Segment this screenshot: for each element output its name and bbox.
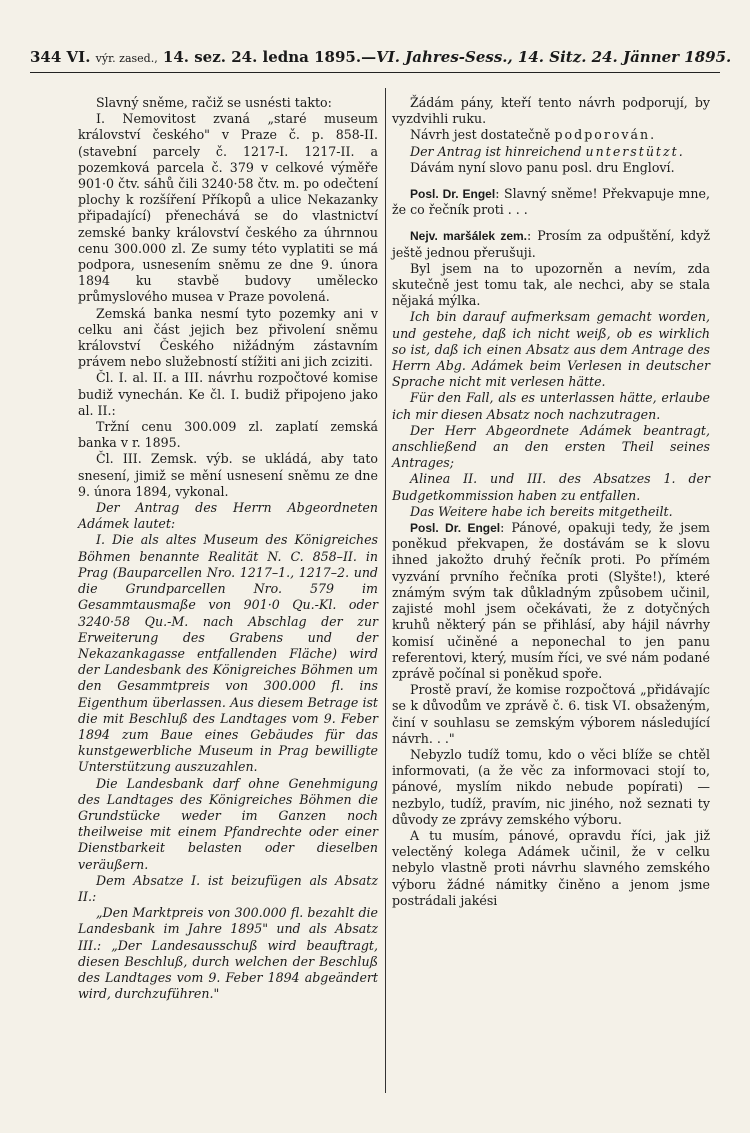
right-paragraph-7: Byl jsem na to upozorněn a nevím, zda skutečně jest tomu tak, ale nechci, aby se stala nějaká mýlka. <box>392 260 710 309</box>
right-paragraph-1: Žádám pány, kteří tento návrh podporují, by vyzdvihli ruku. <box>392 95 710 127</box>
right-paragraph-15: Nebyzlo tudíž tomu, kdo o věci blíže se chtěl informovati, (a že věc za informovaci stojí to, pánové, myslím nikdo nebude popírati) — nezbylo, tudíž, pravím, nic jiného, nož seznati ty důvody ze zprávy zemského výboru. <box>392 746 710 827</box>
column-divider <box>385 88 386 1093</box>
right-paragraph-5 <box>392 186 710 218</box>
header-dash: — <box>361 48 377 66</box>
right-p13-text: : Pánové, opakuji tedy, že jsem poněkud překvapen, že dostávám se k slovu ihned jakožto druhý řečník proti. Po přímém vyzvání prvního řečníka proti (Slyšte!), které známým svým tak důkladným způsobem učinil, zajisté mohl jsem očekávati, že z dotyčných kruhů některý pán se přihlásí, aby hájil návrhy komisí učiněné a neponechal to jen panu referentovi, který, musím říci, ve své nám podané zprávě počínal si poněkud spoře. <box>392 520 710 681</box>
right-paragraph-9: Für den Fall, als es unterlassen hätte, erlaube ich mir diesen Absatz noch nachzutragen. <box>392 390 710 422</box>
right-column <box>392 95 710 909</box>
right-paragraph-4: Dávám nyní slovo panu posl. dru Engloví. <box>410 159 675 175</box>
right-p5-text: : Slavný sněme! Překvapuje mne, že co řečník proti . . . <box>392 186 710 218</box>
left-paragraph-6: Čl. III. Zemsk. výb. se ukládá, aby tato snesení, jimiž se mění usnesení sněmu ze dne 9. února 1894, vykonal. <box>78 451 378 499</box>
left-paragraph-3: Zemská banka nesmí tyto pozemky ani v celku ani část jejich bez přivolení sněmu království Českého nižádným zástavním právem nebo služebností stížiti ani jich zciziti. <box>78 305 378 370</box>
right-paragraph-12: Das Weitere habe ich bereits mitgetheilt. <box>410 503 673 519</box>
right-paragraph-2 <box>392 127 710 143</box>
header-rule <box>30 72 720 73</box>
left-paragraph-4: Čl. I. al. II. a III. návrhu rozpočtové komise budiž vynechán. Ke čl. I. budiž připojeno jako al. II.: <box>78 370 378 418</box>
left-paragraph-10: Dem Absatze I. ist beizufügen als Absatz II.: <box>78 872 378 904</box>
right-paragraph-11: Alinea II. und III. des Absatzes 1. der Budgetkommission haben zu entfallen. <box>392 471 710 503</box>
header-cz-date: 14. sez. 24. ledna 1895. <box>162 48 362 66</box>
right-p2-text: Návrh jest dostatečně <box>410 127 555 143</box>
right-paragraph-13 <box>392 520 710 682</box>
left-paragraph-9: Die Landesbank darf ohne Genehmigung des Landtages des Königreiches Böhmen die Grundstücke weder im Ganzen noch theilweise mit einem Pfandrechte oder einer Dienstbarkeit belasten oder dieselben veräußern. <box>78 775 378 872</box>
left-paragraph-11: „Den Marktpreis von 300.000 fl. bezahlt die Landesbank im Jahre 1895" und als Absatz III.: „Der Landesausschuß wird beauftragt, diesen Beschluß, durch welchen der Beschluß des Landtages vom 9. Feber 1894 abgeändert wird, durchzuführen." <box>78 905 378 1002</box>
header-czech <box>30 48 361 66</box>
right-paragraph-3 <box>392 144 710 160</box>
speaker-marshal: Nejv. maršálek zem. <box>410 229 528 244</box>
right-p3-spaced: unterstützt. <box>585 143 685 159</box>
left-paragraph-5: Tržní cenu 300.009 zl. zaplatí zemská banka v r. 1895. <box>78 419 378 451</box>
header-cz-session: výr. zased., <box>95 52 158 65</box>
right-paragraph-6 <box>392 228 710 260</box>
right-paragraph-14: Prostě praví, že komise rozpočtová „přidávajíc se k důvodům ve zprávě č. 6. tisk VI. obsaženým, činí v souhlasu se zemským výborem následující návrh. . ." <box>392 682 710 746</box>
page-number: 344 <box>30 48 62 66</box>
right-p3-text: Der Antrag ist hinreichend <box>410 143 586 159</box>
header-german: VI. Jahres-Sess., 14. Sitz. 24. Jänner 1895. <box>376 48 732 66</box>
left-paragraph-2: I. Nemovitost zvaná „staré museum království českého" v Praze č. p. 858-II. (stavební parcely č. 1217-I. 1217-II. a pozemková parcela č. 379 v celkové výměře 901·0 čtv. sáhů čili 3240·58 čtv. m. po odečtení plochy k rozšíření Příkopů a ulice Nekazanky připadající) přenechává se do vlastnictví zemské banky království českého za úhrnnou cenu 300.000 zl. Ze sumy této vyplatiti se má podpora, usnesením sněmu ze dne 9. února 1894 ku stavbě budovy umělecko průmyslového musea v Praze povolená. <box>78 111 378 305</box>
right-p2-spaced: podporován. <box>554 127 657 143</box>
speaker-engel: Posl. Dr. Engel <box>410 187 496 202</box>
page-header <box>30 48 732 66</box>
right-paragraph-16: A tu musím, pánové, opravdu říci, jak již velectěný kolega Adámek učinil, že v celku nebylo vlastně proti návrhu slavného zemského výboru žádné námitky činěno a jenom jsme postrádali jakési <box>392 827 710 908</box>
right-paragraph-10: Der Herr Abgeordnete Adámek beantragt, anschließend an den ersten Theil seines Antrages; <box>392 422 710 471</box>
right-paragraph-8: Ich bin darauf aufmerksam gemacht worden, und gestehe, daß ich nicht weiß, ob es wirklich so ist, daß ich einen Absatz aus dem Antrage des Herrn Abg. Adámek beim Verlesen in deutscher Sprache nicht mit verlesen hätte. <box>392 309 710 390</box>
right-p6-text: : Prosím za odpuštění, když ještě jednou přerušuji. <box>392 228 710 260</box>
left-paragraph-1: Slavný sněme, račiž se usnésti takto: <box>96 95 332 110</box>
left-column <box>78 95 378 1002</box>
header-cz-part: VI. <box>66 48 91 66</box>
left-paragraph-8: I. Die als altes Museum des Königreiches Böhmen benannte Realität N. C. 858–II. in Prag (Bauparcellen Nro. 1217–1., 1217–2. und die Grundparcellen Nro. 579 im Gesammtausmaße von 901·0 Qu.-Kl. oder 3240·58 Qu.-M. nach Abschlag der zur Erweiterung des Grabens und der Nekazankagasse entfallenden Fläche) wird der Landesbank des Königreiches Böhmen um den Gesammtpreis von 300.000 fl. ins Eigenthum überlassen. Aus diesem Betrage ist die mit Beschluß des Landtages vom 9. Feber 1894 zum Baue eines Gebäudes für das kunstgewerbliche Museum in Prag bewilligte Unterstützung auszuzahlen. <box>78 532 378 775</box>
speaker-engel-2: Posl. Dr. Engel <box>410 521 501 536</box>
left-paragraph-7: Der Antrag des Herrn Abgeordneten Adámek lautet: <box>78 500 378 532</box>
